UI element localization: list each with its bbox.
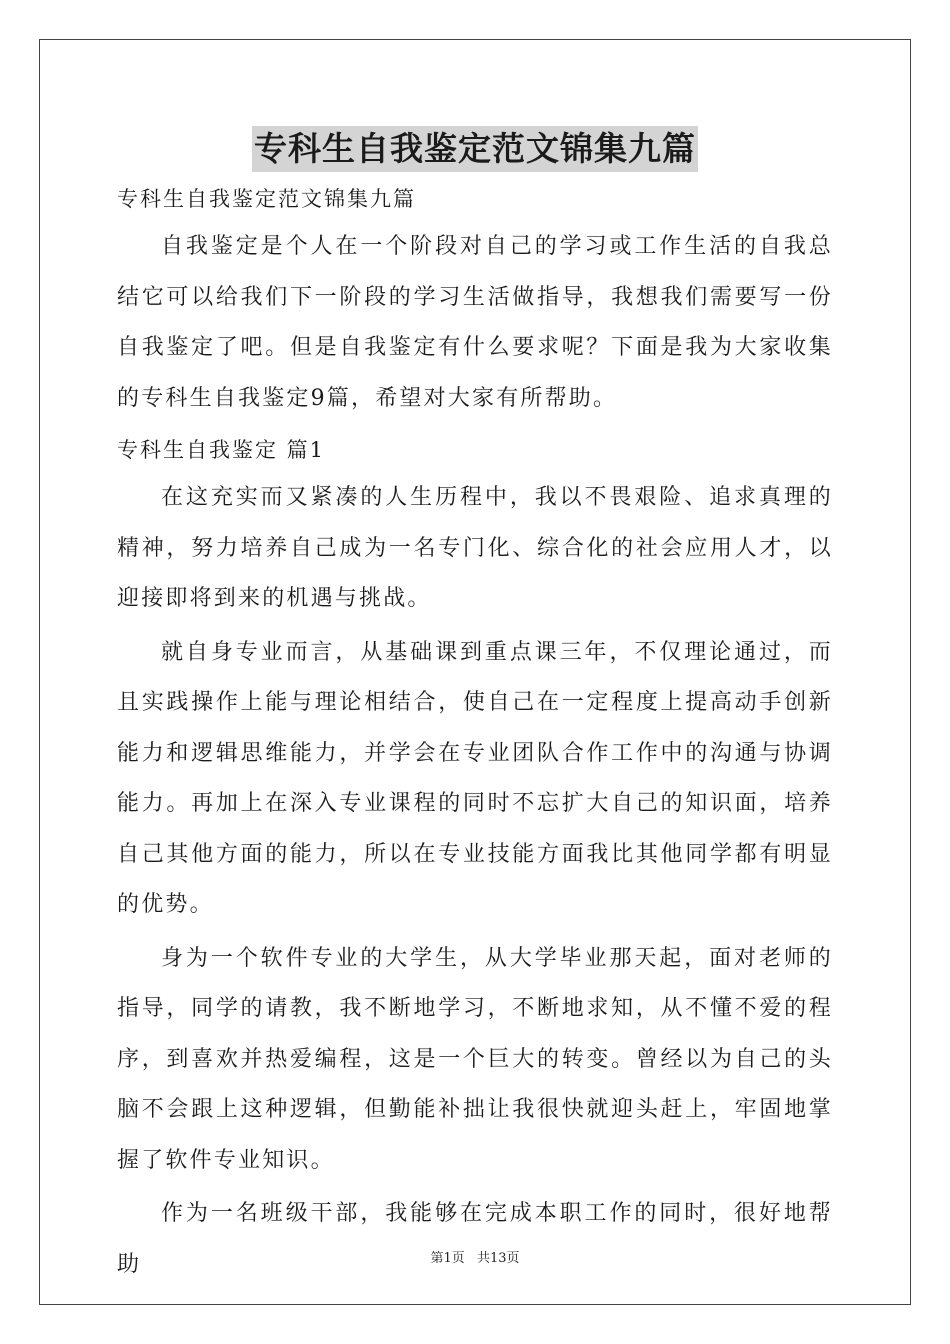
section-heading: 专科生自我鉴定 篇1: [117, 438, 326, 462]
intro-paragraph: 自我鉴定是个人在一个阶段对自己的学习或工作生活的自我总结它可以给我们下一阶段的学习生活做指导，我想我们需要写一份自我鉴定了吧。但是自我鉴定有什么要求呢？下面是我为大家收集的专科生自我鉴定9篇，希望对大家有所帮助。: [117, 234, 833, 411]
page-total: 共13页: [476, 1251, 520, 1266]
page-footer: [0, 1247, 950, 1266]
document-body: [117, 176, 833, 1293]
page-number: 第1页: [430, 1251, 465, 1266]
body-paragraph: 在这充实而又紧凑的人生历程中，我以不畏艰险、追求真理的精神，努力培养自己成为一名专门化、综合化的社会应用人才，以迎接即将到来的机遇与挑战。: [117, 485, 833, 611]
title-container: [0, 126, 950, 172]
document-title: 专科生自我鉴定范文锦集九篇: [252, 126, 698, 172]
document-subtitle: 专科生自我鉴定范文锦集九篇: [117, 187, 416, 211]
body-paragraph: 作为一名班级干部，我能够在完成本职工作的同时，很好地帮助: [117, 1201, 833, 1277]
body-paragraph: 身为一个软件专业的大学生，从大学毕业那天起，面对老师的指导，同学的请教，我不断地学习，不断地求知，从不懂不爱的程序，到喜欢并热爱编程，这是一个巨大的转变。曾经以为自己的头脑不会跟上这种逻辑，但勤能补拙让我很快就迎头赶上，牢固地掌握了软件专业知识。: [117, 945, 833, 1173]
body-paragraph: 就自身专业而言，从基础课到重点课三年，不仅理论通过，而且实践操作上能与理论相结合，使自己在一定程度上提高动手创新能力和逻辑思维能力，并学会在专业团队合作工作中的沟通与协调能力。再加上在深入专业课程的同时不忘扩大自己的知识面，培养自己其他方面的能力，所以在专业技能方面我比其他同学都有明显的优势。: [117, 639, 833, 917]
